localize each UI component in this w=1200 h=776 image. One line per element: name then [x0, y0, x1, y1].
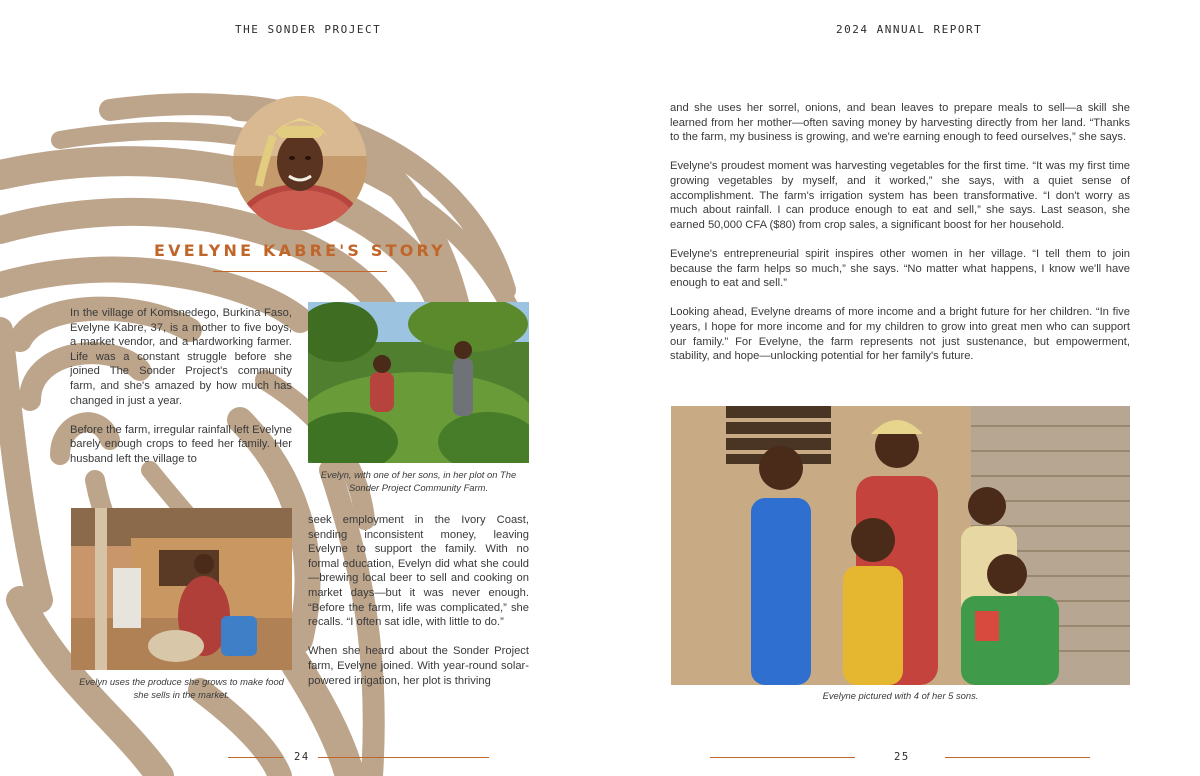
family-photo	[671, 406, 1130, 685]
middle-column-paragraph-1: seek employment in the Ivory Coast, sending inconsistent money, leaving Evelyne to support the family. With no formal education, Evelyn did what she could—brewing local beer to sell and cooking on market days—but it was never enough. “Before the farm, life was complicated,” she recalls. “I often sat idle, with little to do.”	[308, 514, 529, 629]
folio-rule-left-a	[228, 757, 283, 758]
left-column-paragraph-1: In the village of Komsnedego, Burkina Faso, Evelyne Kabre, 37, is a mother to five boys, a market vendor, and a hardworking farmer. Life was a constant struggle before she joined The Sonder Project's community farm, and she's amazed by how much has changed in just a year.	[70, 307, 292, 407]
page-number-left: 24	[294, 751, 310, 763]
family-photo-caption: Evelyne pictured with 4 of her 5 sons.	[822, 690, 979, 701]
left-column-text	[70, 306, 292, 481]
middle-column-text	[308, 513, 529, 703]
evelyne-portrait-photo	[233, 96, 367, 230]
page-number-right: 25	[894, 751, 910, 763]
market-photo-caption: Evelyn uses the produce she grows to make food she sells in the market.	[79, 676, 284, 700]
right-paragraph-4: Looking ahead, Evelyne dreams of more income and a bright future for her children. “In five years, I hope for more income and for my children to grow into great men who can support our family.” For Evelyne, the farm represents not just sustenance, but empowerment, stability, and hope—unlocking potential for her family's future.	[670, 306, 1130, 363]
running-head-left: THE SONDER PROJECT	[235, 23, 382, 36]
farm-photo-caption: Evelyn, with one of her sons, in her plot on The Sonder Project Community Farm.	[320, 469, 517, 493]
left-column-paragraph-2: Before the farm, irregular rainfall left Evelyne barely enough crops to feed her family. Her husband left the village to	[70, 423, 292, 465]
right-paragraph-2: Evelyne's proudest moment was harvesting vegetables for the first time. “It was my first time growing vegetables by myself, and it worked,” she says, with a quiet sense of accomplishment. The farm's irrigation system has been transformative. “I don't worry as much about rainfall. I can produce enough to eat and sell,” she says. Last season, she earned 50,000 CFA ($80) from crop sales, a significant boost for her household.	[670, 160, 1130, 231]
folio-rule-right-a	[710, 757, 855, 758]
title-underline	[213, 271, 387, 272]
story-title: EVELYNE KABRE'S STORY	[154, 241, 446, 260]
folio-rule-right-b	[945, 757, 1090, 758]
right-paragraph-1: and she uses her sorrel, onions, and bean leaves to prepare meals to sell—a skill she learned from her mother—often saving money by harvesting directly from her land. “Thanks to the farm, my business is growing, and we're earning enough to feed ourselves,” she says.	[670, 102, 1130, 144]
running-head-right: 2024 ANNUAL REPORT	[836, 23, 983, 36]
page-right	[600, 0, 1200, 776]
right-paragraph-3: Evelyne's entrepreneurial spirit inspires other women in her village. “I tell them to join because the farm helps so much,” she says. “No matter what happens, I know we'll have enough to eat and sell.”	[670, 247, 1130, 290]
middle-column-paragraph-2: When she heard about the Sonder Project farm, Evelyne joined. With year-round solar-powered irrigation, her plot is thriving	[308, 645, 529, 687]
right-page-text	[670, 101, 1130, 378]
market-food-photo	[71, 508, 292, 670]
folio-rule-left-b	[318, 757, 489, 758]
farm-plot-photo	[308, 302, 529, 463]
